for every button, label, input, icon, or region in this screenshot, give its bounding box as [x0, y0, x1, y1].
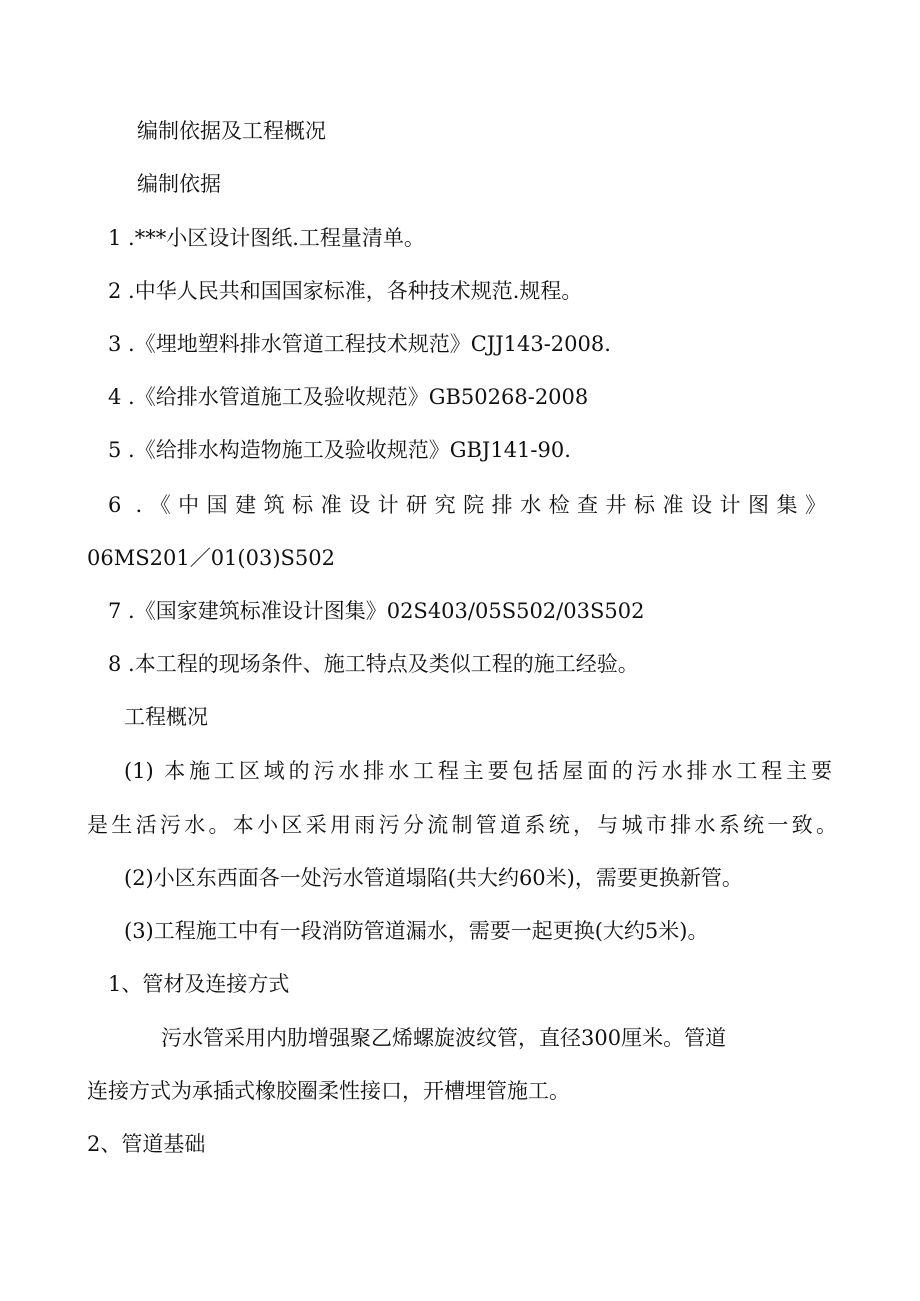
section-1-body-line-2: 连接方式为承插式橡胶圈柔性接口，开槽埋管施工。: [87, 1079, 570, 1103]
basis-item-2: 2 .中华人民共和国国家标准，各种技术规范.规程。: [108, 279, 583, 303]
basis-item-3: 3 .《埋地塑料排水管道工程技术规范》CJJ143-2008.: [108, 332, 611, 356]
basis-item-4: 4 .《给排水管道施工及验收规范》GB50268-2008: [108, 385, 589, 409]
basis-item-5: 5 .《给排水构造物施工及验收规范》GBJ141-90.: [108, 438, 571, 462]
heading-basis: 编制依据: [137, 172, 221, 196]
overview-item-1-continuation: 是生活污水。本小区采用雨污分流制管道系统，与城市排水系统一致。: [87, 813, 837, 837]
overview-item-3: (3)工程施工中有一段消防管道漏水，需要一起更换(大约5米)。: [124, 919, 709, 943]
section-1-body-line-1: 污水管采用内肋增强聚乙烯螺旋波纹管，直径300厘米。管道: [161, 1026, 727, 1050]
basis-item-1: 1 .***小区设计图纸.工程量清单。: [108, 226, 425, 250]
section-2-title: 2、管道基础: [87, 1132, 206, 1156]
overview-item-2: (2)小区东西面各一处污水管道塌陷(共大约60米)，需要更换新管。: [124, 866, 743, 890]
basis-item-8: 8 .本工程的现场条件、施工特点及类似工程的施工经验。: [108, 652, 639, 676]
overview-item-1: (1) 本施工区域的污水排水工程主要包括屋面的污水排水工程主要: [124, 759, 832, 783]
basis-item-6-continuation: 06MS201／01(03)S502: [87, 546, 335, 570]
basis-item-6: 6 .《中国建筑标准设计研究院排水检查井标准设计图集》: [108, 493, 826, 517]
heading-overview: 工程概况: [124, 705, 208, 729]
page-heading-main: 编制依据及工程概况: [137, 119, 326, 143]
basis-item-7: 7 .《国家建筑标准设计图集》02S403/05S502/03S502: [108, 599, 645, 623]
section-1-title: 1、管材及连接方式: [108, 972, 290, 996]
